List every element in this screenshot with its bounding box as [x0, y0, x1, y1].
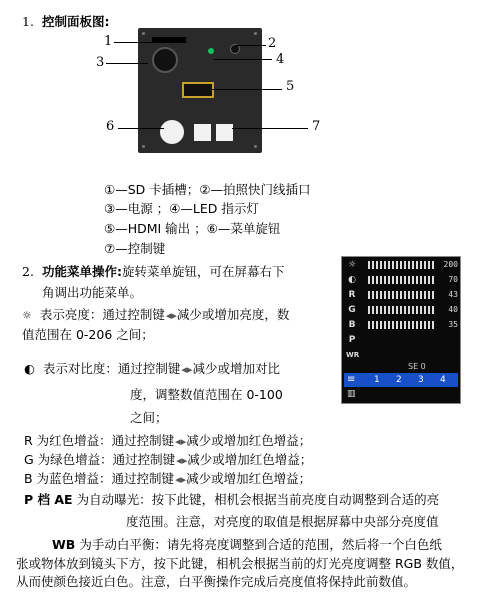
white-balance-line: WB 为手动白平衡：请先将亮度调整到合适的范围，然后将一个白色纸: [52, 537, 442, 552]
sd-card-slot: [152, 37, 186, 43]
arrows-icon: ◂▸: [181, 363, 193, 376]
menu-tab: 2: [396, 375, 402, 385]
wb-label: WR: [346, 351, 360, 359]
contrast-range-end: 之间；: [130, 410, 168, 425]
section2-number: 2.: [22, 264, 34, 279]
callout-label: 6: [106, 119, 115, 134]
menu-value: 70: [448, 275, 458, 284]
power-jack: [152, 47, 178, 73]
leader-line: [118, 128, 164, 129]
section2-intro-cont: 角调出功能菜单。: [42, 285, 143, 300]
red-gain-line: R 为红色增益：通过控制键◂▸减少或增加红色增益；: [24, 433, 312, 448]
menu-footer: [344, 389, 458, 400]
menu-footer-icon: ▥: [347, 389, 356, 399]
menu-value: 43: [448, 290, 458, 299]
led-indicator: [208, 48, 214, 54]
menu-row-contrast: [344, 274, 458, 286]
section1-number: 1.: [22, 14, 34, 29]
hdmi-port: [182, 82, 214, 98]
menu-knob: [160, 120, 184, 144]
menu-row-wb: [344, 349, 458, 361]
control-panel-image: [138, 28, 262, 153]
callout-label: 2: [268, 36, 277, 51]
leader-line: [106, 63, 148, 64]
screw: [254, 32, 257, 35]
auto-exposure-note: 度范围。注意，对亮度的取值是根据屏幕中央部分亮度值: [126, 514, 439, 529]
menu-tab-bar: [344, 373, 458, 387]
leader-line: [214, 59, 272, 60]
section2-title: 功能菜单操作:: [42, 264, 122, 279]
menu-tab: 3: [418, 375, 424, 385]
arrows-icon: ◂▸: [165, 309, 177, 322]
white-balance-note: 从而使颜色接近白色。注意，白平衡操作完成后亮度值将保持此前数值。: [16, 574, 417, 589]
control-key-right: [216, 124, 233, 141]
brightness-range: 值范围在 0-206 之间；: [22, 327, 154, 342]
menu-tab: 1: [374, 375, 380, 385]
menu-row-red: [344, 289, 458, 301]
legend-line: ⑤—HDMI 输出 ；⑥—菜单旋钮: [104, 221, 281, 236]
leader-line: [114, 42, 152, 43]
screw: [142, 145, 145, 148]
menu-row-brightness: [344, 259, 458, 271]
brightness-icon: ☼: [22, 309, 32, 322]
menu-value: 200: [443, 260, 458, 269]
brightness-icon: ☼: [347, 260, 357, 270]
menu-value: 40: [448, 305, 458, 314]
green-label: G: [348, 305, 356, 315]
callout-label: 4: [276, 52, 285, 67]
contrast-icon: ◐: [24, 361, 35, 376]
menu-value: 35: [448, 320, 458, 329]
screw: [142, 32, 145, 35]
callout-label: 5: [286, 79, 295, 94]
legend-line: ③—电源 ；④—LED 指示灯: [104, 201, 259, 216]
level-bar: [368, 276, 434, 284]
contrast-line: ◐ 表示对比度：通过控制键◂▸减少或增加对比: [24, 361, 280, 376]
legend-line: ⑦—控制键: [104, 241, 166, 256]
contrast-icon: ◐: [348, 275, 356, 285]
arrows-icon: ◂▸: [175, 435, 187, 448]
wb-label: WB: [52, 537, 76, 552]
section1-title: 控制面板图:: [42, 14, 110, 29]
section2-intro-text: 旋转菜单旋钮，可在屏幕右下: [122, 264, 285, 279]
level-bar: [368, 261, 434, 269]
leader-line: [236, 45, 266, 46]
level-bar: [368, 321, 434, 329]
arrows-icon: ◂▸: [176, 454, 188, 467]
level-bar: [368, 291, 434, 299]
white-balance-text: 张或物体放到镜头下方，按下此键，相机会根据当前的灯光亮度调整 RGB 数值，: [16, 556, 464, 571]
p-label: P: [348, 335, 356, 345]
function-menu-screen: [341, 256, 461, 404]
auto-exposure-line: P 档 AE 为自动曝光：按下此键，相机会根据当前亮度自动调整到合适的亮: [24, 492, 440, 507]
menu-tab: 4: [440, 375, 446, 385]
menu-row-blue: [344, 319, 458, 331]
callout-label: 3: [96, 55, 105, 70]
arrows-icon: ◂▸: [175, 473, 187, 486]
se-label: SE 0: [408, 362, 426, 371]
brightness-line: ☼ 表示亮度：通过控制键◂▸减少或增加亮度，数: [22, 307, 290, 322]
section2-intro: [42, 263, 285, 281]
menu-row-se: [344, 361, 458, 373]
callout-label: 7: [312, 119, 321, 134]
menu-row-green: [344, 304, 458, 316]
control-key-left: [194, 124, 211, 141]
contrast-range: 度，调整数值范围在 0-100: [130, 387, 283, 402]
red-label: R: [348, 290, 356, 300]
callout-label: 1: [104, 34, 113, 49]
menu-row-p: [344, 334, 458, 346]
leader-line: [232, 128, 308, 129]
legend-line: ①—SD 卡插槽；②—拍照快门线插口: [104, 182, 311, 197]
green-gain-line: G 为绿色增益：通过控制键◂▸减少或增加红色增益；: [24, 452, 313, 467]
ae-label: P 档 AE: [24, 492, 73, 507]
level-bar: [368, 306, 434, 314]
leader-line: [212, 89, 282, 90]
blue-label: B: [348, 320, 356, 330]
blue-gain-line: B 为蓝色增益：通过控制键◂▸减少或增加红色增益；: [24, 471, 312, 486]
menu-list-icon: ≡: [347, 374, 356, 385]
screw: [254, 145, 257, 148]
